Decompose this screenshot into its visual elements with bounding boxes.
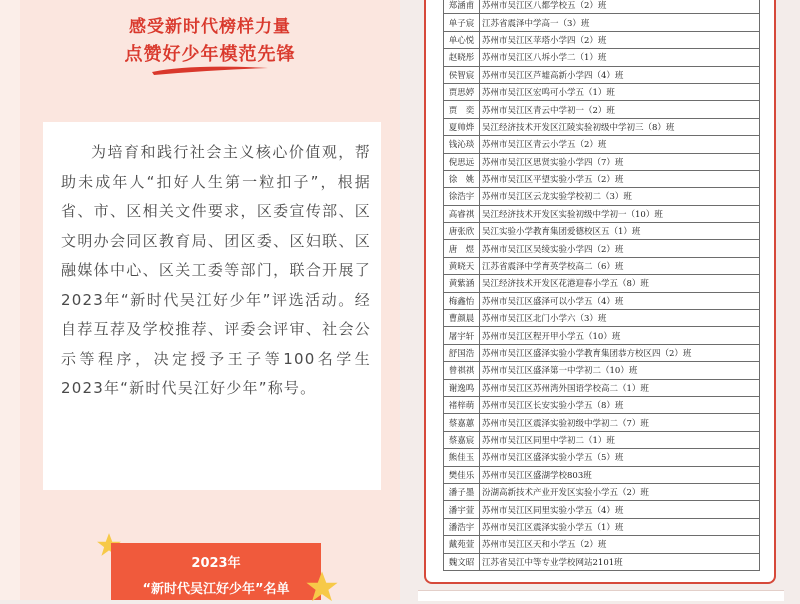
honoree-name: 魏文昭 [444,553,480,570]
honoree-name: 樊佳乐 [444,466,480,483]
honoree-school: 苏州市吴江区震泽实验初级中学初二（7）班 [480,414,760,431]
table-row [444,344,760,361]
honoree-school: 苏州市吴江区思贤实验小学四（7）班 [480,153,760,170]
honoree-school: 苏州市吴江区八坼小学二（1）班 [480,49,760,66]
banner-year: 2023年 [191,556,241,571]
honoree-school: 苏州市吴江区云龙实验学校初二（3）班 [480,188,760,205]
honoree-name: 潘宇萱 [444,501,480,518]
honoree-school: 苏州市吴江区宏鸣可小学五（1）班 [480,83,760,100]
honoree-name: 贾思婷 [444,83,480,100]
table-row [444,0,760,14]
honoree-school: 苏州市吴江区青云小学五（2）班 [480,136,760,153]
table-row [444,483,760,500]
honoree-name: 屠宇轩 [444,327,480,344]
table-row [444,257,760,274]
honoree-name: 倪思远 [444,153,480,170]
table-row [444,66,760,83]
honoree-school: 苏州市吴江区平望实验小学五（2）班 [480,170,760,187]
honoree-school: 苏州市吴江区天和小学五（2）班 [480,536,760,553]
honoree-name: 谢逸鸣 [444,379,480,396]
honoree-name: 蔡嘉蕙 [444,414,480,431]
honoree-school: 苏州市吴江区同里中学初二（1）班 [480,431,760,448]
table-row [444,14,760,31]
table-row [444,83,760,100]
intro-paragraph: 为培育和践行社会主义核心价值观，帮助未成年人“扣好人生第一粒扣子”，根据省、市、区相关文件要求，区委宣传部、区文明办会同区教育局、团区委、区妇联、区融媒体中心、区关工委等部门，联合开展了2023年“新时代吴江好少年”评选活动。经自荐互荐及学校推荐、评委会评审、社会公示等程序，决定授予王子等100名学生2023年“新时代吴江好少年”称号。 [61,143,371,397]
honoree-name: 夏帅烨 [444,118,480,135]
honoree-school: 江苏省震泽中学育英学校高二（6）班 [480,257,760,274]
honoree-name: 单心悦 [444,31,480,48]
table-row [444,49,760,66]
honoree-school: 江苏省吴江中等专业学校网站2101班 [480,553,760,570]
table-row [444,449,760,466]
table-row [444,466,760,483]
honoree-name: 贾 奕 [444,101,480,118]
honoree-name: 熊佳玉 [444,449,480,466]
honoree-school: 苏州市吴江区盛泽第一中学初二（10）班 [480,362,760,379]
table-row [444,327,760,344]
list-title-banner [111,543,321,600]
star-icon [305,570,339,604]
honoree-school: 苏州市吴江区盛泽可以小学五（4）班 [480,292,760,309]
honoree-school: 苏州市吴江区吴绫实验小学四（2）班 [480,240,760,257]
honoree-name: 曾祺祺 [444,362,480,379]
table-row [444,431,760,448]
next-panel-edge [418,590,784,601]
header-line-2: 点赞好少年模范先锋 [124,44,296,65]
table-row [444,310,760,327]
honoree-school: 苏州市吴江区盛泽实验小学教育集团恭方校区四（2）班 [480,344,760,361]
honoree-school: 苏州市吴江区盛湖学校803班 [480,466,760,483]
honoree-name: 赵晓彤 [444,49,480,66]
honoree-name: 黄晓天 [444,257,480,274]
table-row [444,170,760,187]
honoree-school: 苏州市吴江区盛泽实验小学五（5）班 [480,449,760,466]
table-row [444,153,760,170]
table-row [444,379,760,396]
honoree-name: 曹颜晨 [444,310,480,327]
honoree-name: 唐 煜 [444,240,480,257]
honoree-school: 苏州市吴江区苏州湾外国语学校高二（1）班 [480,379,760,396]
table-row [444,205,760,222]
honoree-name: 褚梓萌 [444,396,480,413]
honoree-name: 黄紫涵 [444,275,480,292]
table-row [444,223,760,240]
table-row [444,31,760,48]
honoree-name: 高睿祺 [444,205,480,222]
table-row [444,536,760,553]
honoree-name: 潘子墨 [444,483,480,500]
honoree-name: 潘浩宇 [444,518,480,535]
honoree-name: 唐张欣 [444,223,480,240]
honoree-school: 吴江实验小学教育集团爱德校区五（1）班 [480,223,760,240]
table-row [444,240,760,257]
honoree-school: 苏州市吴江区同里实验小学五（4）班 [480,501,760,518]
banner-title: “新时代吴江好少年”名单 [142,582,290,597]
table-row [444,292,760,309]
honoree-name: 郑涵甫 [444,0,480,14]
honoree-school: 苏州市吴江区长安实验小学五（8）班 [480,396,760,413]
honoree-name: 钱沁琰 [444,136,480,153]
honoree-school: 吴江经济技术开发区实验初级中学初一（10）班 [480,205,760,222]
table-row [444,275,760,292]
honoree-name: 梅鑫怡 [444,292,480,309]
honoree-school: 苏州市吴江区苹塔小学四（2）班 [480,31,760,48]
honoree-school: 苏州市吴江区震泽实验小学五（1）班 [480,518,760,535]
brush-swoosh-icon [150,62,270,76]
honoree-school: 苏州市吴江区青云中学初一（2）班 [480,101,760,118]
table-row [444,118,760,135]
honoree-name: 舒国浩 [444,344,480,361]
honoree-name: 徐 姚 [444,170,480,187]
honoree-name: 徐浩宇 [444,188,480,205]
header-line-1: 感受新时代榜样力量 [129,17,291,37]
table-row [444,501,760,518]
table-row [444,518,760,535]
honoree-name: 戴苑萱 [444,536,480,553]
honoree-name: 蔡嘉宸 [444,431,480,448]
honoree-school: 汾湖高新技术产业开发区实验小学五（2）班 [480,483,760,500]
honoree-name: 侯智宸 [444,66,480,83]
table-row [444,396,760,413]
table-row [444,362,760,379]
honoree-school: 苏州市吴江区北门小学六（3）班 [480,310,760,327]
table-row [444,188,760,205]
honoree-school: 吴江经济技术开发区江陵实验初级中学初三（8）班 [480,118,760,135]
honoree-school: 江苏省震泽中学高一（3）班 [480,14,760,31]
honoree-table [443,0,760,571]
honoree-school: 苏州市吴江区八都学校五（2）班 [480,0,760,14]
table-row [444,136,760,153]
honoree-school: 苏州市吴江区程开甲小学五（10）班 [480,327,760,344]
table-row [444,101,760,118]
honoree-school: 苏州市吴江区芦墟高新小学四（4）班 [480,66,760,83]
table-row [444,553,760,570]
table-row [444,414,760,431]
honoree-school: 吴江经济技术开发区花港迎春小学五（8）班 [480,275,760,292]
honoree-name: 单子宸 [444,14,480,31]
